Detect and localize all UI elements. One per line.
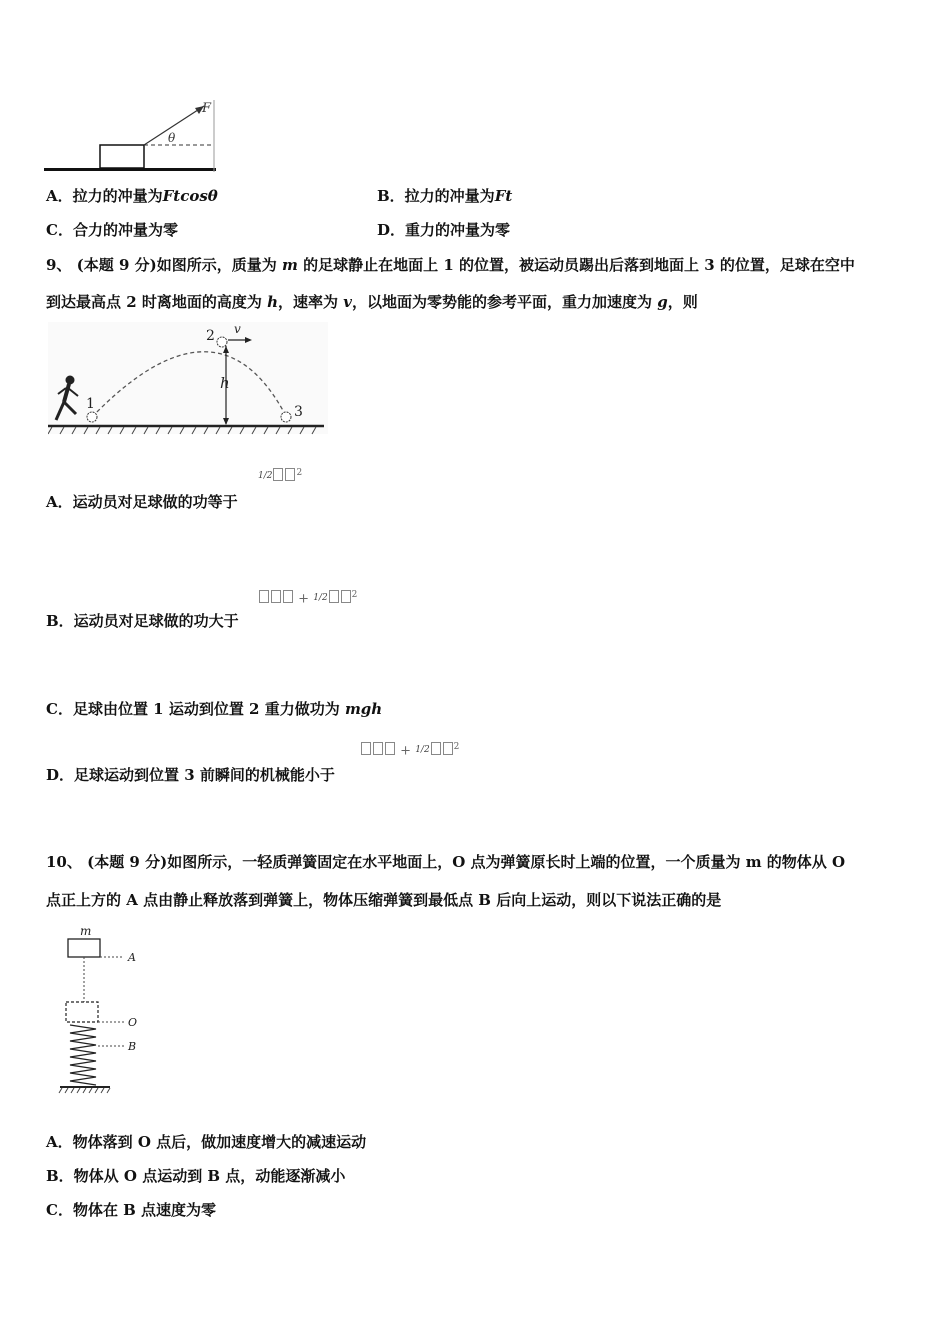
fig-label-1: 1: [86, 396, 95, 412]
fig-label-v: v: [234, 322, 241, 336]
fig-label-B: B: [128, 1040, 137, 1053]
fig-label-2: 2: [206, 328, 215, 344]
block: [100, 145, 144, 168]
fig-label-h: h: [220, 374, 230, 392]
q10-option-b: B．物体从 O 点运动到 B 点，动能逐渐减小: [46, 1167, 346, 1185]
label-F: F: [202, 101, 212, 116]
q9-option-d: D．足球运动到位置 3 前瞬间的机械能小于: [46, 766, 335, 784]
q9-stem-line-2: 到达最高点 2 时离地面的高度为 h，速率为 v，以地面为零势能的参考平面，重力加速度为 g，则: [46, 293, 698, 311]
fig-label-m: m: [80, 925, 92, 938]
q9-option-a: A．运动员对足球做的功等于: [46, 493, 238, 511]
q9-option-c: C．足球由位置 1 运动到位置 2 重力做功为 mgh: [46, 700, 383, 718]
spring: [70, 1025, 96, 1085]
q9-option-b-formula: + 1/2 $^2$: [258, 590, 357, 606]
fraction: 1/2: [258, 471, 273, 482]
ball-1: [87, 412, 97, 422]
fig-label-A: A: [128, 951, 136, 964]
q10-stem-line-2: 点正上方的 A 点由静止释放落到弹簧上，物体压缩弹簧到最低点 B 后向上运动，则以下说法正确的是: [46, 891, 722, 909]
q9-option-d-formula: + 1/2 $^2$: [360, 742, 459, 758]
q9-stem-line-1: 9、 (本题 9 分)如图所示，质量为 m 的足球静止在地面上 1 的位置，被运动员踢出后落到地面上 3 的位置，足球在空中: [46, 256, 855, 274]
q10-stem-line-1: 10、 (本题 9 分)如图所示，一轻质弹簧固定在水平地面上，O 点为弹簧原长时上端的位置，一个质量为 m 的物体从 O: [46, 853, 846, 871]
q9-option-a-formula: 1/2 $^2$: [258, 468, 303, 482]
ball-3: [281, 412, 291, 422]
q10-option-a: A．物体落到 O 点后，做加速度增大的减速运动: [46, 1133, 367, 1151]
fig-label-3: 3: [294, 404, 303, 420]
q10-figure: [56, 925, 166, 1097]
block-top: [68, 939, 100, 957]
label-theta: θ: [168, 131, 176, 145]
block-dashed: [66, 1002, 98, 1022]
ball-2: [217, 337, 227, 347]
q9-figure: [48, 322, 328, 438]
q9-option-b: B．运动员对足球做的功大于: [46, 612, 239, 630]
q8-option-a: A．拉力的冲量为Ftcosθ: [46, 187, 218, 205]
q10-option-c: C．物体在 B 点速度为零: [46, 1201, 217, 1219]
fig-label-O: O: [128, 1016, 138, 1029]
q8-option-c: C．合力的冲量为零: [46, 221, 178, 239]
q8-option-b: B．拉力的冲量为Ft: [377, 187, 513, 205]
q8-option-d: D．重力的冲量为零: [377, 221, 511, 239]
q8-figure: [44, 96, 224, 176]
